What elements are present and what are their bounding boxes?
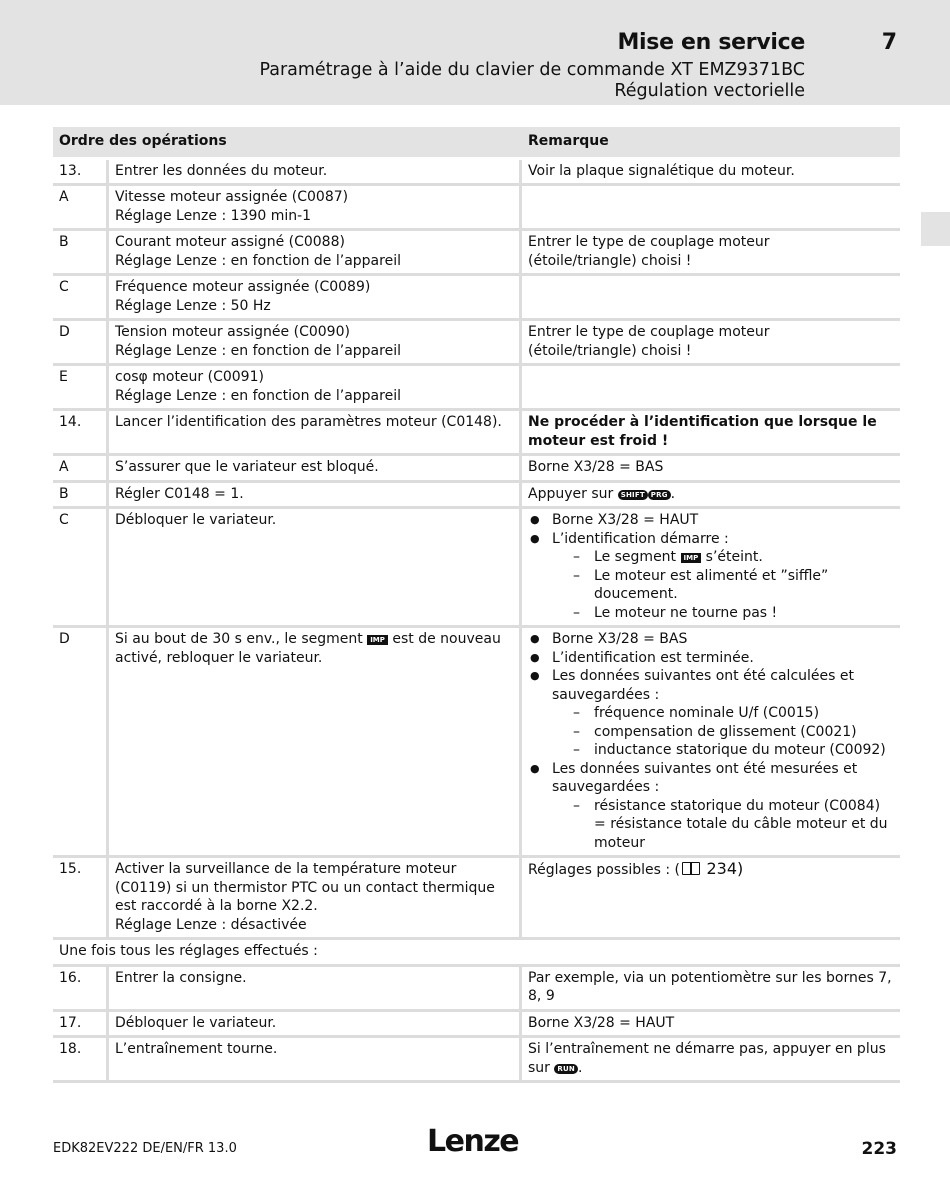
dash-text: Le segment: [594, 549, 677, 565]
step-number: 16.: [53, 967, 109, 1012]
step-number: 13.: [53, 160, 109, 187]
table-row: [53, 1038, 900, 1083]
operation-line: Vitesse moteur assignée (C0087): [115, 189, 349, 205]
lenze-setting: Réglage Lenze : en fonction de l’appareil: [115, 342, 401, 359]
table-row: [53, 858, 900, 940]
table-row: [53, 366, 900, 411]
table-row: [53, 509, 900, 628]
step-remark: [522, 276, 900, 321]
step-operation: Régler C0148 = 1.: [109, 483, 522, 510]
operation-line: cosφ moteur (C0091): [115, 369, 264, 385]
remark-line: (étoile/triangle) choisi !: [528, 342, 692, 359]
imp-segment-icon: IMP: [681, 553, 702, 563]
step-remark: Voir la plaque signalétique du moteur.: [522, 160, 900, 187]
step-remark: [522, 858, 900, 940]
step-number: 17.: [53, 1012, 109, 1039]
dash-item: – compensation de glissement (C0021): [573, 723, 894, 742]
page-subtitle: Paramétrage à l’aide du clavier de commande XT EMZ9371BC: [259, 60, 805, 80]
substep-letter: A: [53, 186, 109, 231]
substep-letter: C: [53, 509, 109, 628]
step-number: 14.: [53, 411, 109, 456]
bullet-text: Les données suivantes ont été mesurées et sauvegardées :: [552, 760, 858, 795]
step-remark: Par exemple, via un potentiomètre sur les bornes 7, 8, 9: [522, 967, 900, 1012]
remark-text: Appuyer sur: [528, 485, 614, 502]
substep-letter: D: [53, 628, 109, 858]
step-operation: Débloquer le variateur.: [109, 509, 522, 628]
bullet-item: [528, 667, 894, 760]
step-operation: S’assurer que le variateur est bloqué.: [109, 456, 522, 483]
bullet-item: ● Borne X3/28 = BAS: [528, 630, 894, 649]
step-operation: L’entraînement tourne.: [109, 1038, 522, 1083]
step-remark: [522, 186, 900, 231]
step-operation: [109, 231, 522, 276]
step-remark: Borne X3/28 = BAS: [522, 456, 900, 483]
page-title: Mise en service: [617, 30, 805, 55]
step-remark: [522, 509, 900, 628]
bullet-list: [528, 511, 894, 622]
step-operation: Entrer la consigne.: [109, 967, 522, 1012]
lenze-setting: Réglage Lenze : 50 Hz: [115, 297, 271, 314]
table-row: [53, 231, 900, 276]
lenze-setting: Réglage Lenze : 1390 min-1: [115, 207, 312, 224]
remark-line: Entrer le type de couplage moteur: [528, 234, 770, 250]
page-subtitle-2: Régulation vectorielle: [614, 81, 805, 101]
dash-list: [552, 704, 894, 760]
substep-letter: E: [53, 366, 109, 411]
column-header-remark: Remarque: [522, 127, 900, 160]
lenze-setting: Réglage Lenze : en fonction de l’appareil: [115, 387, 401, 404]
remark-line: (étoile/triangle) choisi !: [528, 252, 692, 269]
step-operation: [109, 321, 522, 366]
remark-text: .: [577, 1059, 583, 1076]
operation-line: Activer la surveillance de la température moteur (C0119) si un thermistor PTC ou un contact thermique est raccordé à la borne X2.2.: [115, 861, 495, 914]
operation-line: Tension moteur assignée (C0090): [115, 324, 350, 340]
book-reference-icon: [682, 862, 700, 875]
chapter-number: 7: [881, 30, 897, 55]
remark-text: .: [670, 485, 676, 502]
dash-item: – fréquence nominale U/f (C0015): [573, 704, 894, 723]
step-operation: Débloquer le variateur.: [109, 1012, 522, 1039]
substep-letter: B: [53, 231, 109, 276]
dash-item: – Le moteur est alimenté et ”siffle” doucement.: [573, 567, 894, 604]
step-operation: Lancer l’identification des paramètres moteur (C0148).: [109, 411, 522, 456]
operation-line: Fréquence moteur assignée (C0089): [115, 279, 371, 295]
page-header: [0, 0, 950, 105]
remark-text: Si l’entraînement ne démarre pas, appuyer en plus sur: [528, 1041, 886, 1076]
substep-letter: B: [53, 483, 109, 510]
prg-key-icon: PRG: [648, 490, 671, 500]
dash-item: – résistance statorique du moteur (C0084) = résistance totale du câble moteur et du moteur: [573, 797, 894, 853]
dash-text: s’éteint.: [705, 549, 763, 565]
chapter-tab-marker: [921, 212, 950, 246]
section-note: Une fois tous les réglages effectués :: [53, 940, 900, 967]
bullet-text: L’identification démarre :: [552, 530, 729, 547]
dash-list: [552, 548, 894, 622]
dash-item: – inductance statorique du moteur (C0092): [573, 741, 894, 760]
shift-key-icon: SHIFT: [618, 490, 648, 500]
table-row: [53, 321, 900, 366]
page-reference[interactable]: 234): [706, 859, 744, 878]
bullet-item: [528, 530, 894, 623]
operation-text: Si au bout de 30 s env., le segment: [115, 631, 363, 647]
step-number: 15.: [53, 858, 109, 940]
bullet-item: ● L’identification est terminée.: [528, 649, 894, 668]
bullet-item: [528, 760, 894, 853]
substep-letter: A: [53, 456, 109, 483]
lenze-logo: Lenze: [427, 1124, 519, 1159]
run-key-icon: RUN: [554, 1064, 578, 1074]
table-row: [53, 628, 900, 858]
table-row: [53, 940, 900, 967]
step-operation: Entrer les données du moteur.: [109, 160, 522, 187]
warning-remark: Ne procéder à l’identification que lorsque le moteur est froid !: [522, 411, 900, 456]
step-operation: [109, 276, 522, 321]
step-remark: [522, 483, 900, 510]
step-number: 18.: [53, 1038, 109, 1083]
step-operation: [109, 628, 522, 858]
dash-item: – Le moteur ne tourne pas !: [573, 604, 894, 623]
dash-item: [573, 548, 894, 567]
step-operation: [109, 366, 522, 411]
step-operation: [109, 186, 522, 231]
bullet-list: [528, 630, 894, 852]
bullet-item: ● Borne X3/28 = HAUT: [528, 511, 894, 530]
step-remark: [522, 366, 900, 411]
step-operation: [109, 858, 522, 940]
document-reference: EDK82EV222 DE/EN/FR 13.0: [53, 1141, 237, 1156]
table-row: [53, 456, 900, 483]
remark-line: Entrer le type de couplage moteur: [528, 324, 770, 340]
table-row: [53, 483, 900, 510]
bullet-text: Les données suivantes ont été calculées et sauvegardées :: [552, 668, 854, 703]
dash-list: [552, 797, 894, 853]
column-header-operations: Ordre des opérations: [53, 127, 522, 160]
operation-line: Courant moteur assigné (C0088): [115, 234, 345, 250]
table-header-row: [53, 127, 900, 160]
lenze-setting: Réglage Lenze : en fonction de l’appareil: [115, 252, 401, 269]
table-row: [53, 186, 900, 231]
step-remark: [522, 1038, 900, 1083]
operation-text: est de nouveau activé, rebloquer le variateur.: [115, 631, 501, 666]
table-row: [53, 160, 900, 187]
table-row: [53, 967, 900, 1012]
table-row: [53, 411, 900, 456]
substep-letter: D: [53, 321, 109, 366]
step-remark: Borne X3/28 = HAUT: [522, 1012, 900, 1039]
page-number: 223: [861, 1139, 897, 1159]
step-remark: [522, 321, 900, 366]
step-remark: [522, 628, 900, 858]
imp-segment-icon: IMP: [367, 635, 388, 645]
substep-letter: C: [53, 276, 109, 321]
table-row: [53, 1012, 900, 1039]
remark-text: Réglages possibles : (: [528, 862, 681, 878]
table-row: [53, 276, 900, 321]
lenze-setting: Réglage Lenze : désactivée: [115, 916, 307, 933]
step-remark: [522, 231, 900, 276]
operations-table: [53, 127, 900, 1083]
